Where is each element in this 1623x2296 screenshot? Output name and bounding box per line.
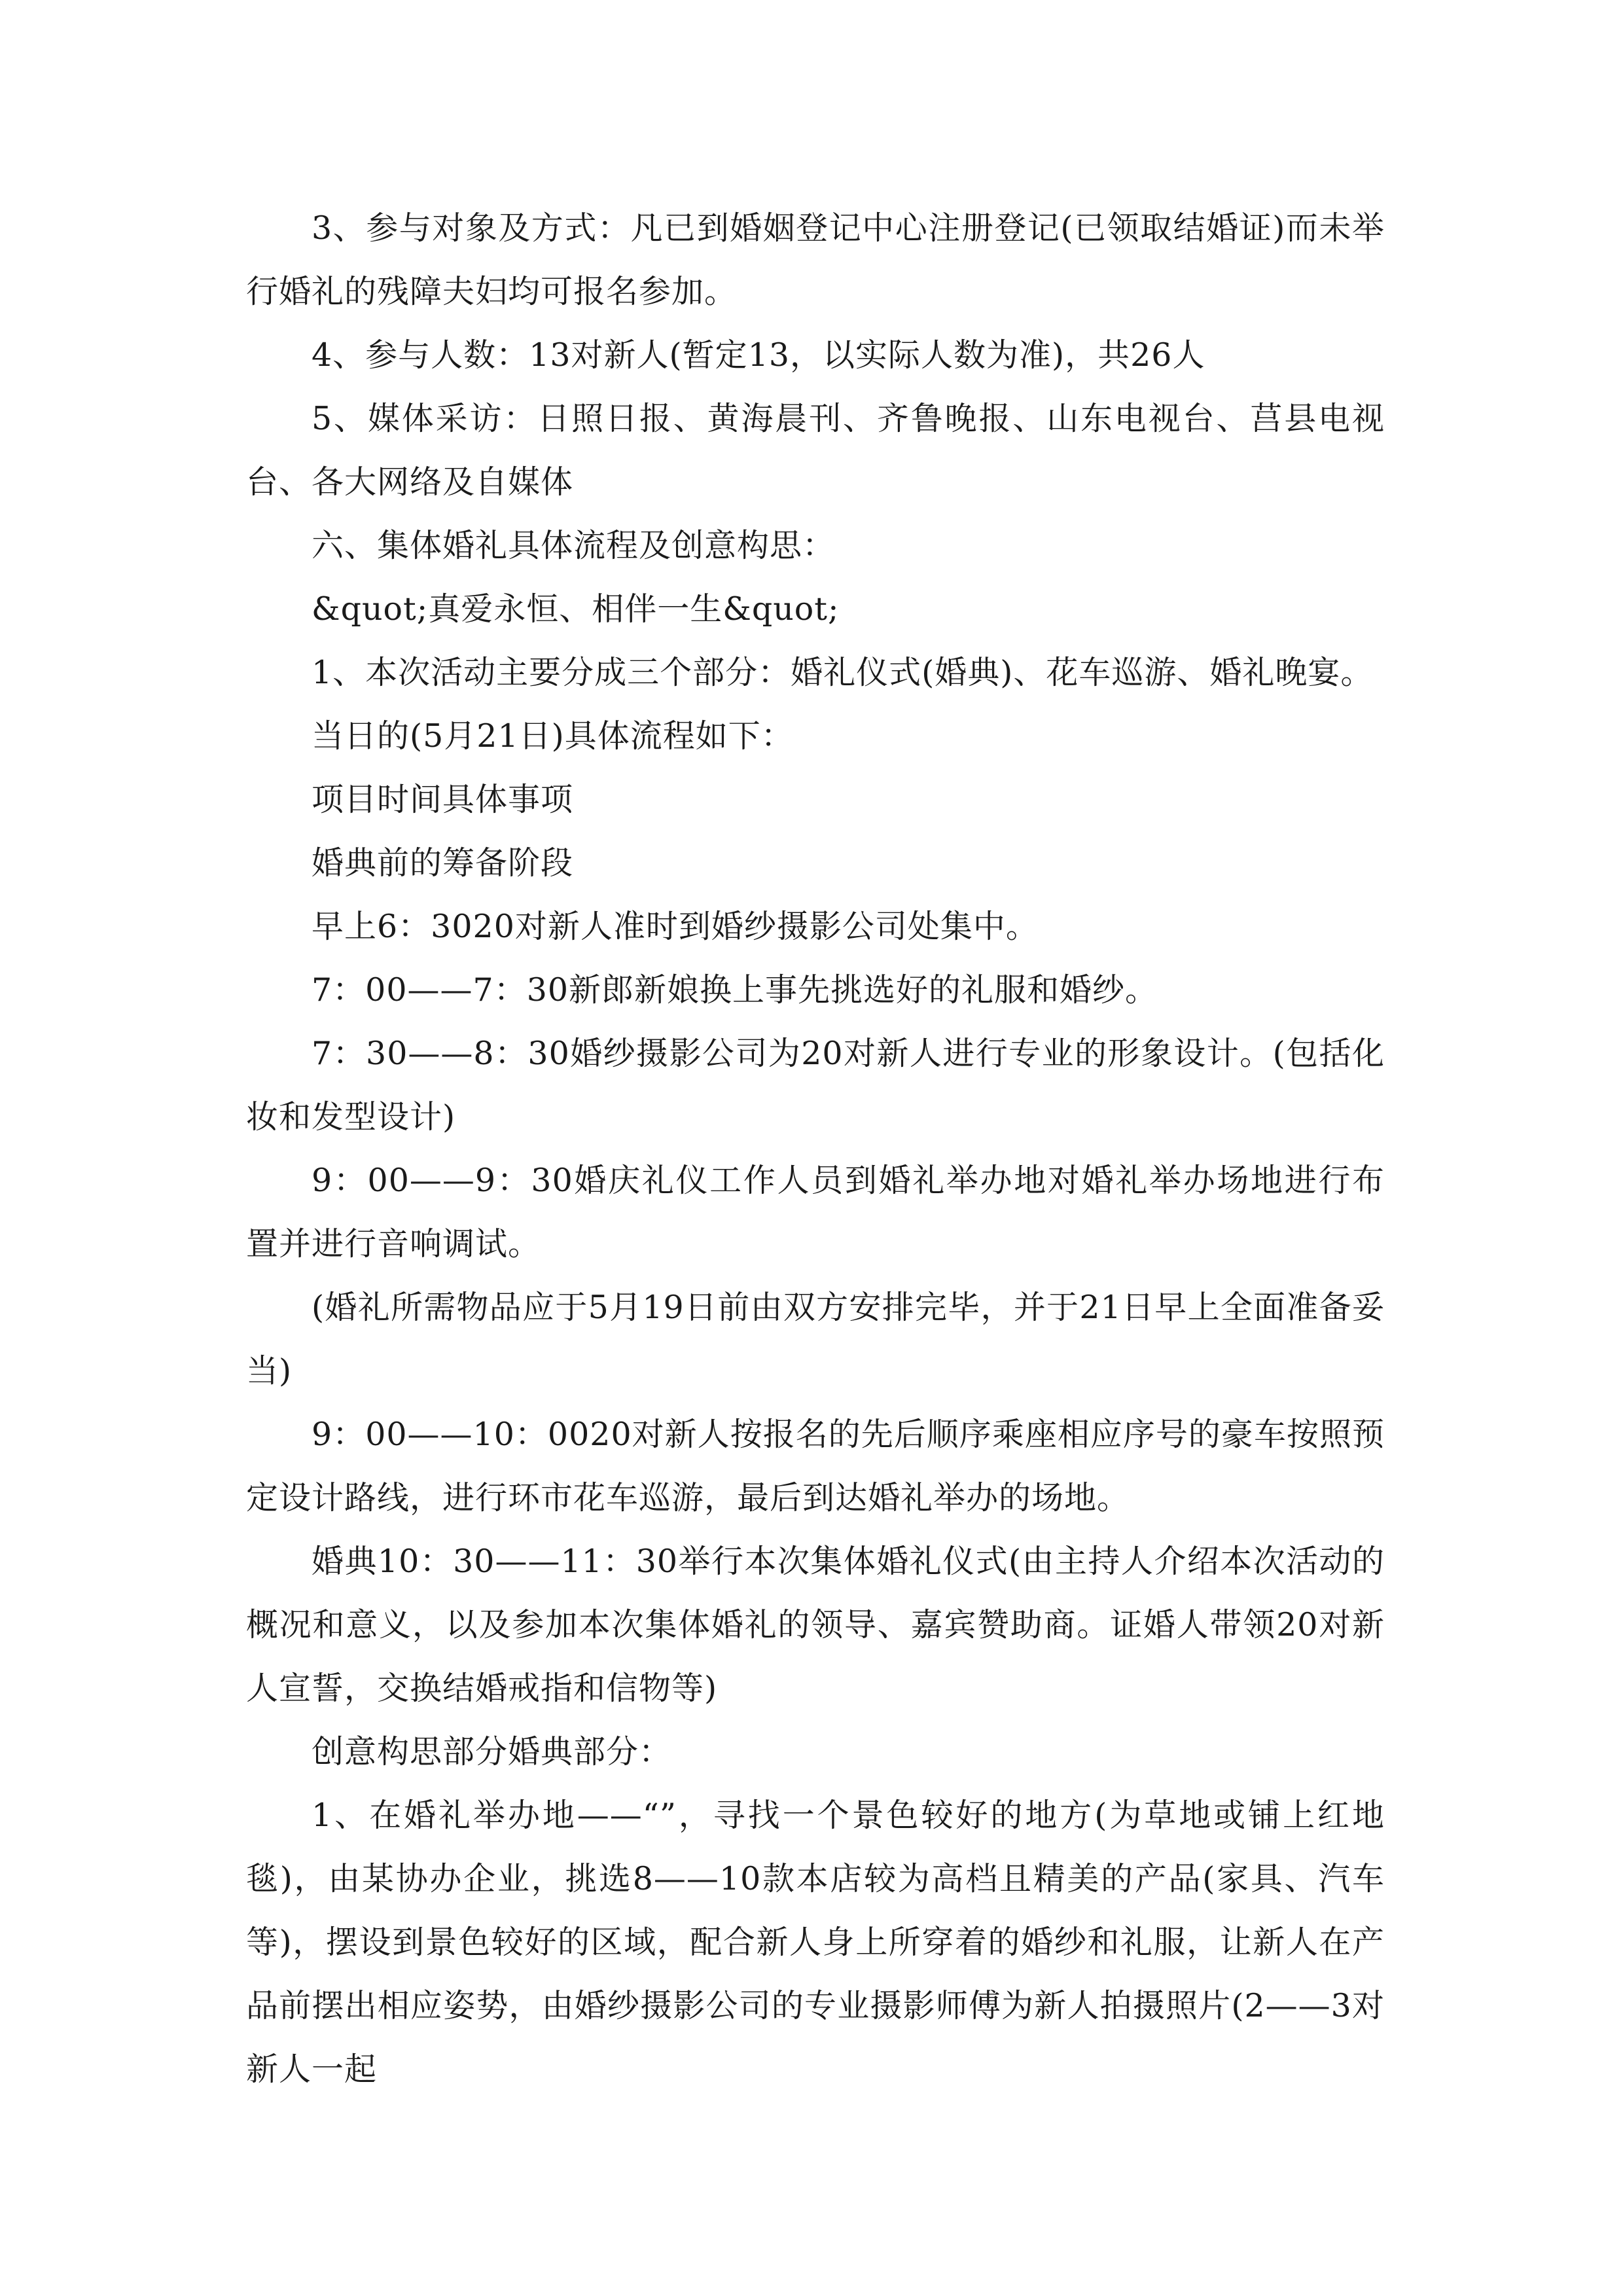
paragraph-creative-heading: 创意构思部分婚典部分： (312, 1733, 672, 1770)
paragraph-participant-count: 4、参与人数：13对新人(暂定13，以实际人数为准)，共26人 (312, 336, 1205, 374)
paragraph-schedule-0900-setup: 9：00——9：30婚庆礼仪工作人员到婚礼举办地对婚礼举办场地进行布置并进行音响调试。 (246, 1162, 1385, 1263)
paragraph-preparation-stage: 婚典前的筹备阶段 (312, 844, 574, 882)
paragraph-ceremony: 婚典10：30——11：30举行本次集体婚礼仪式(由主持人介绍本次活动的概况和意义，以及参加本次集体婚礼的领导、嘉宾赞助商。证婚人带领20对新人宣誓，交换结婚戒指和信物等) (246, 1543, 1385, 1707)
paragraph-media-coverage: 5、媒体采访：日照日报、黄海晨刊、齐鲁晚报、山东电视台、莒县电视台、各大网络及自媒体 (246, 400, 1385, 501)
paragraph-schedule-0730: 7：30——8：30婚纱摄影公司为20对新人进行专业的形象设计。(包括化妆和发型设计) (246, 1035, 1385, 1136)
paragraph-day-schedule-intro: 当日的(5月21日)具体流程如下： (312, 717, 794, 755)
paragraph-schedule-0630: 早上6：3020对新人准时到婚纱摄影公司处集中。 (312, 908, 1039, 945)
paragraph-schedule-0700: 7：00——7：30新郎新娘换上事先挑选好的礼服和婚纱。 (312, 971, 1158, 1009)
paragraph-schedule-0900-parade: 9：00——10：0020对新人按报名的先后顺序乘座相应序号的豪车按照预定设计路线，进行环市花车巡游，最后到达婚礼举办的场地。 (246, 1416, 1385, 1516)
paragraph-activity-parts: 1、本次活动主要分成三个部分：婚礼仪式(婚典)、花车巡游、婚礼晚宴。 (312, 654, 1374, 691)
paragraph-creative-item-1: 1、在婚礼举办地——“”，寻找一个景色较好的地方(为草地或铺上红地毯)，由某协办企业，挑选8——10款本店较为高档且精美的产品(家具、汽车等)，摆设到景色较好的区域，配合新人身上所穿着的婚纱和礼服，让新人在产品前摆出相应姿势，由婚纱摄影公司的专业摄影师傅为新人拍摄照片(2——3对新人一起 (246, 1797, 1385, 2088)
paragraph-theme-slogan: &quot;真爱永恒、相伴一生&quot; (312, 590, 840, 628)
section-heading-process: 六、集体婚礼具体流程及创意构思： (312, 527, 836, 564)
paragraph-supplies-note: (婚礼所需物品应于5月19日前由双方安排完毕，并于21日早上全面准备妥当) (246, 1289, 1385, 1390)
document-body (246, 196, 1385, 2101)
paragraph-schedule-header: 项目时间具体事项 (312, 781, 574, 818)
paragraph-participants-method: 3、参与对象及方式：凡已到婚姻登记中心注册登记(已领取结婚证)而未举行婚礼的残障夫妇均可报名参加。 (246, 209, 1385, 310)
